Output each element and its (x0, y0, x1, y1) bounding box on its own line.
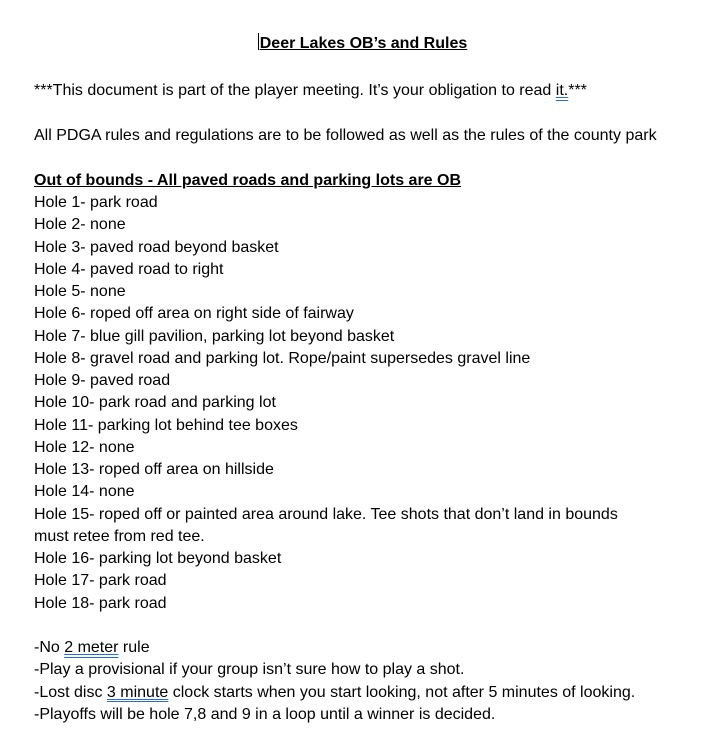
rule-item (34, 704, 495, 726)
hole-item: Hole 11- parking lot behind tee boxes (34, 416, 298, 434)
ob-heading: Out of bounds - All paved roads and parking lots are OB (34, 172, 462, 189)
hole-item: Hole 6- roped off area on right side of fairway (34, 305, 354, 323)
hole-item: Hole 15- roped off or painted area around lake. Tee shots that don’t land in bounds (34, 505, 618, 523)
document-title: Deer Lakes OB’s and Rules (259, 35, 468, 52)
hole-item: Hole 8- gravel road and parking lot. Rope/paint supersedes gravel line (34, 349, 531, 367)
notice-text-end: *** (568, 82, 587, 99)
hole-item: Hole 17- park road (34, 572, 167, 590)
rule-text-end: rule (118, 639, 150, 656)
hole-item: Hole 13- roped off area on hillside (34, 461, 274, 478)
hole-item: Hole 7- blue gill pavilion, parking lot beyond basket (34, 327, 395, 345)
hole-item: Hole 3- paved road beyond basket (34, 238, 279, 256)
hole-item: Hole 12- none (34, 438, 135, 456)
rule-item (34, 682, 635, 704)
hole-item: Hole 9- paved road (34, 372, 171, 389)
hole-item: Hole 4- paved road to right (34, 260, 224, 278)
rule-flagged-phrase: 3 minute (106, 683, 169, 701)
rule-text: -No (34, 639, 65, 656)
hole-item: Hole 18- park road (34, 594, 167, 612)
intro-paragraph: All PDGA rules and regulations are to be followed as well as the rules of the county park (34, 127, 657, 144)
hole-item: Hole 2- none (34, 216, 126, 234)
text-cursor (258, 33, 259, 50)
hole-item: Hole 14- none (34, 483, 135, 501)
notice-line (34, 80, 587, 102)
hole-item: must retee from red tee. (34, 527, 205, 545)
notice-text: ***This document is part of the player meeting. It’s your obligation to read (34, 82, 556, 99)
rule-text: -Play a provisional if your group isn’t sure how to play a shot. (34, 661, 465, 679)
hole-item: Hole 16- parking lot beyond basket (34, 550, 282, 567)
rule-text: -Lost disc (34, 683, 107, 701)
hole-item: Hole 1- park road (34, 194, 158, 211)
notice-flagged-word: it. (555, 82, 569, 99)
hole-item: Hole 10- park road and parking lot (34, 394, 276, 412)
rule-item (34, 659, 464, 681)
rule-text-end: clock starts when you start looking, not after 5 minutes of looking. (168, 683, 636, 701)
rule-text: -Playoffs will be hole 7,8 and 9 in a loop until a winner is decided. (34, 705, 496, 723)
hole-item: Hole 5- none (34, 283, 126, 300)
rule-flagged-phrase: 2 meter (64, 639, 119, 656)
document-title-line (0, 33, 717, 55)
rule-item (34, 637, 150, 659)
